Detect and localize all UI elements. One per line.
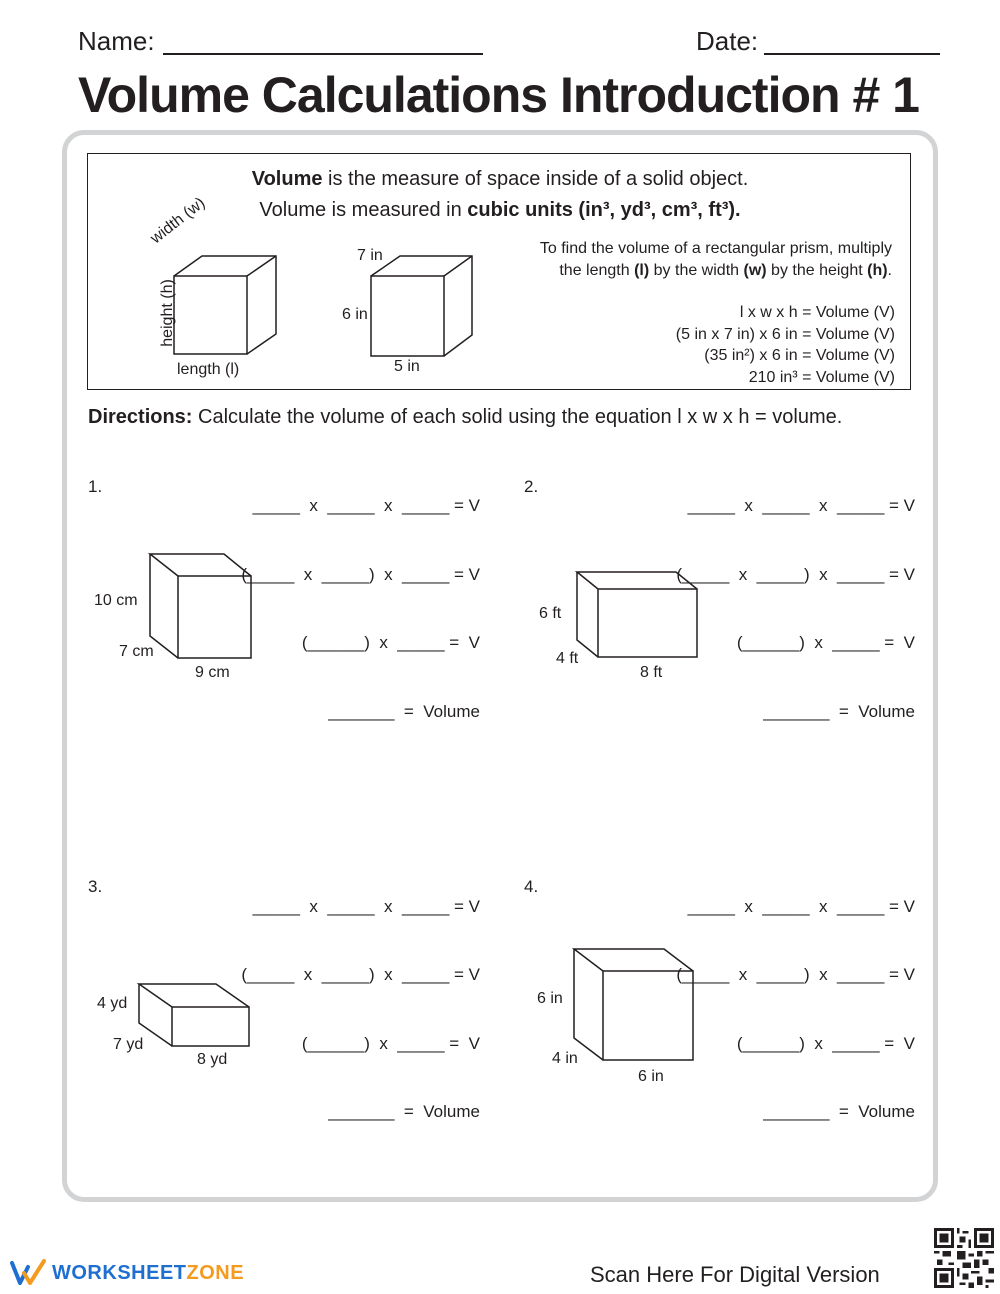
problem-4-height: 6 in <box>537 990 563 1007</box>
problem-3-eq-2[interactable]: (_____ x _____) x _____ = V <box>241 965 480 984</box>
date-label: Date: <box>696 26 759 56</box>
problem-2-eq-2[interactable]: (_____ x _____) x _____ = V <box>676 565 915 584</box>
problem-1-height: 10 cm <box>94 592 138 609</box>
intro-line-1: Volume is the measure of space inside of a solid object. <box>251 168 749 190</box>
problem-2-eq-4[interactable]: _______ = Volume <box>763 702 915 721</box>
generic-height-label: height (h) <box>158 279 176 347</box>
problem-4-width: 4 in <box>552 1050 578 1067</box>
worksheet-zone-logo-icon <box>10 1259 48 1287</box>
page-title: Volume Calculations Introduction # 1 <box>78 67 919 123</box>
problem-3-height: 4 yd <box>97 995 128 1012</box>
generic-length-label: length (l) <box>177 361 240 378</box>
directions: Directions: Calculate the volume of each solid using the equation l x w x h = volume. <box>88 406 843 428</box>
qr-code-icon[interactable] <box>934 1228 994 1288</box>
problem-1-length: 9 cm <box>195 664 230 681</box>
problem-1-number: 1. <box>88 477 103 496</box>
example-length-label: 5 in <box>394 358 420 375</box>
example-height-label: 6 in <box>342 306 368 323</box>
problem-4-eq-3[interactable]: (______) x _____ = V <box>736 1034 915 1053</box>
problem-4-eq-2[interactable]: (_____ x _____) x _____ = V <box>676 965 915 984</box>
problem-3-eq-4[interactable]: _______ = Volume <box>328 1102 480 1121</box>
problem-3-width: 7 yd <box>113 1036 144 1053</box>
generic-width-label: width (w) <box>147 194 209 248</box>
formula-line: (35 in²) x 6 in = Volume (V) <box>704 347 895 364</box>
example-width-label: 7 in <box>357 247 383 264</box>
problem-4-eq-1[interactable]: _____ x _____ x _____ = V <box>687 897 915 916</box>
intro-volume-term: Volume <box>251 168 323 190</box>
problem-3-length: 8 yd <box>197 1051 228 1068</box>
problem-1-eq-1[interactable]: _____ x _____ x _____ = V <box>252 496 480 515</box>
instruction-text: To find the volume of a rectangular prism, multiply the length (l) by the width (w) by the height (h). <box>539 240 892 279</box>
formula-line: l x w x h = Volume (V) <box>739 304 895 321</box>
brand-name[interactable]: WORKSHEETZONE <box>52 1262 245 1284</box>
problem-3-eq-1[interactable]: _____ x _____ x _____ = V <box>252 897 480 916</box>
problem-2-width: 4 ft <box>556 650 579 667</box>
problem-2-length: 8 ft <box>640 664 663 681</box>
problem-2-number: 2. <box>524 477 539 496</box>
scan-text: Scan Here For Digital Version <box>590 1262 880 1287</box>
problem-4-eq-4[interactable]: _______ = Volume <box>763 1102 915 1121</box>
name-label: Name: <box>78 26 155 56</box>
problem-1-width: 7 cm <box>119 643 154 660</box>
problem-4-length: 6 in <box>638 1068 664 1085</box>
formula-line: 210 in³ = Volume (V) <box>748 368 895 386</box>
problem-1-eq-2[interactable]: (_____ x _____) x _____ = V <box>241 565 480 584</box>
formula-line: (5 in x 7 in) x 6 in = Volume (V) <box>675 325 895 343</box>
cubic-units-term: cubic units (in³, yd³, cm³, ft³). <box>467 199 741 221</box>
problem-1-eq-3[interactable]: (______) x _____ = V <box>301 633 480 652</box>
problem-4-number: 4. <box>524 877 539 896</box>
problem-3-eq-3[interactable]: (______) x _____ = V <box>301 1034 480 1053</box>
problem-2-eq-1[interactable]: _____ x _____ x _____ = V <box>687 496 915 515</box>
problem-1-eq-4[interactable]: _______ = Volume <box>328 702 480 721</box>
problem-3-number: 3. <box>88 877 103 896</box>
intro-line-2: Volume is measured in cubic units (in³, yd³, cm³, ft³). <box>259 199 741 221</box>
problem-2-eq-3[interactable]: (______) x _____ = V <box>736 633 915 652</box>
problem-2-height: 6 ft <box>539 605 562 622</box>
